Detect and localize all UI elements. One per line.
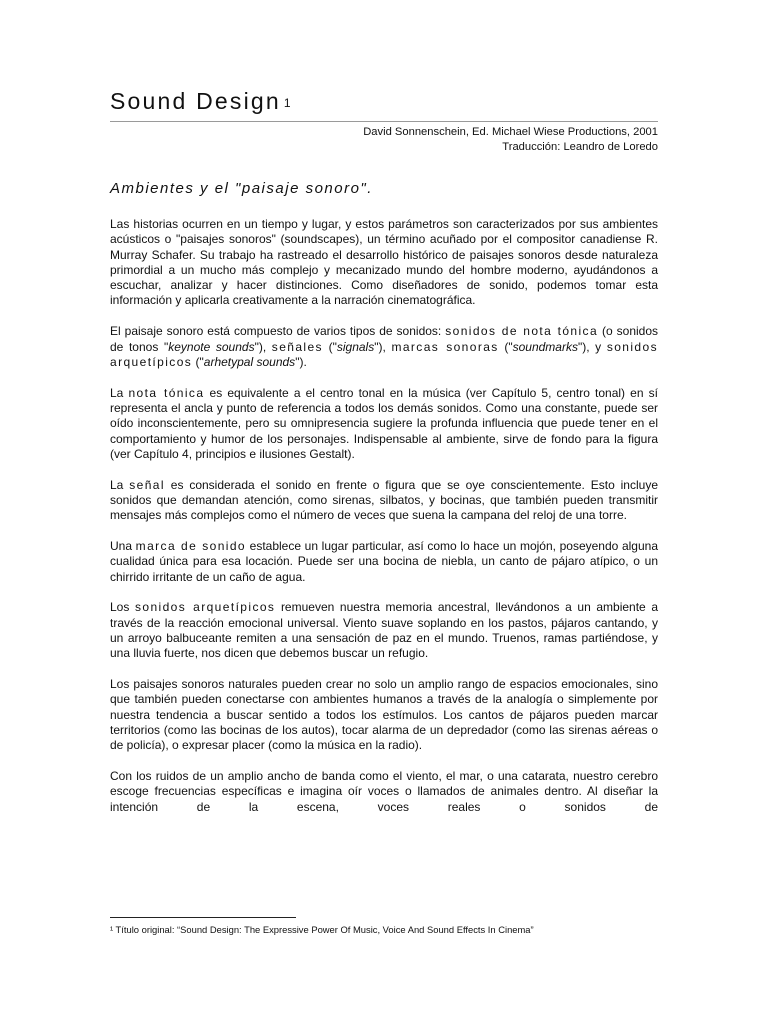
term-archetypal-inline: sonidos arquetípicos — [134, 600, 276, 615]
byline-author: David Sonnenschein, Ed. Michael Wiese Productions, 2001 — [363, 126, 658, 138]
byline — [300, 125, 658, 155]
footnote: ¹ Título original: “Sound Design: The Expressive Power Of Music, Voice And Sound Effects In Cinema” — [110, 924, 534, 935]
term-archetypal: sonidos arquetípicos — [110, 339, 658, 369]
text-run: es considerada el sonido en frente o figura que se oye conscientemente. Esto incluye sonidos que demandan atención, como sirenas, silbatos, y bocinas, que también pueden transmitir mensajes más complejos como el número de veces que suena la campana del reloj de una torre. — [110, 477, 658, 523]
paragraph-soundmark — [110, 539, 658, 585]
text-run: La — [110, 477, 130, 492]
text-run: (" — [192, 354, 204, 369]
text-run: "), — [374, 339, 392, 354]
paragraph-sound-types — [110, 324, 658, 370]
term-keynote: sonidos de nota tónica — [445, 324, 599, 339]
page-title — [110, 86, 291, 116]
text-run: "), — [254, 339, 272, 354]
paragraph-broadband-noise: Con los ruidos de un amplio ancho de banda como el viento, el mar, o una catarata, nuestro cerebro escoge frecuencias específicas e imagina oír voces o llamados de animales dentro. Al diseñar la intención de la escena, voces reales o sonidos de — [110, 769, 658, 814]
term-signal-inline: señal — [129, 477, 165, 492]
section-heading: Ambientes y el "paisaje sonoro". — [110, 180, 373, 197]
paragraph-archetypal — [110, 600, 658, 661]
text-run: (o sonidos de tonos " — [110, 324, 659, 354]
text-run: "). — [295, 354, 307, 369]
footnote-rule — [110, 917, 296, 918]
paragraph-soundscapes: Las historias ocurren en un tiempo y lugar, y estos parámetros son caracterizados por sus ambientes acústicos o "paisajes sonoros" (soundscapes), un término acuñado por el compositor canadiense R. Murray Schafer. Su trabajo ha rastreado el desarrollo histórico de paisajes sonoros desde naturaleza primordial a un mucho más complejo y mecanizado mundo del hombre moderno, ayudándonos a escuchar, analizar y hacer distinciones. Como diseñadores de sonido, podemos tomar esta información y aplicarla creativamente a la narración cinematográfica. — [110, 217, 658, 308]
term-soundmarks: marcas sonoras — [391, 339, 499, 354]
text-run: es equivalente a el centro tonal en la música (ver Capítulo 5, centro tonal) en sí representa el ancla y punto de referencia a todos los demás sonidos. Como una constante, puede ser oído inconscientemente, pero su omnipresencia sugiere la profunda influencia que puede tener en el comportamiento y humor de los personajes. Indispensable al ambiente, sirve de fondo para la figura (ver Capítulo 4, principios e ilusiones Gestalt). — [110, 385, 658, 461]
text-run: establece un lugar particular, así como lo hace un mojón, poseyendo alguna cualidad única para esa locación. Puede ser una bocina de niebla, un canto de pájaro atípico, o un chirrido irritante de un caño de agua. — [110, 539, 659, 584]
text-run: "), y — [577, 339, 607, 354]
title-footnote-marker: 1 — [283, 96, 291, 110]
paragraph-keynote — [110, 386, 658, 462]
paragraph-natural-soundscapes: Los paisajes sonoros naturales pueden crear no solo un amplio rango de espacios emocionales, sino que también pueden conectarse con ambientes humanos a través de la analogía o simplemente por nuestra tendencia a buscar sentido a todos los estímulos. Los cantos de pájaros pueden marcar territorios (como las bocinas de los autos), tocar alarma de un depredador (como las sirenas aéreas o de policía), o expresar placer (como la música en la radio). — [110, 677, 658, 753]
term-keynote-english: keynote sounds — [168, 339, 255, 354]
paragraph-signal — [110, 478, 658, 524]
term-signals: señales — [271, 339, 323, 354]
text-run: remueven nuestra memoria ancestral, llevándonos a un ambiente a través de la reacción emocional universal. Viento suave soplando en los pastos, pájaros cantando, y un arroyo balbuceante remiten a una sensación de paz en el mundo. Truenos, ramas partiéndose, y una lluvia fuerte, nos dicen que debemos buscar un refugio. — [110, 600, 659, 661]
term-soundmarks-english: soundmarks — [512, 339, 578, 354]
term-soundmark-inline: marca de sonido — [135, 539, 247, 554]
text-run: (" — [322, 339, 337, 354]
body-text — [110, 217, 658, 831]
byline-translation: Traducción: Leandro de Loredo — [502, 141, 658, 153]
text-run: El paisaje sonoro está compuesto de varios tipos de sonidos: — [110, 324, 446, 339]
text-run: La — [110, 385, 129, 400]
text-run: (" — [498, 339, 513, 354]
text-run: Los — [110, 600, 135, 615]
title-rule — [110, 121, 658, 122]
term-signals-english: signals — [336, 339, 375, 354]
text-run: Una — [110, 539, 136, 554]
title-text: Sound Design — [110, 88, 281, 114]
term-keynote-inline: nota tónica — [128, 385, 205, 400]
term-archetypal-english: arhetypal sounds — [203, 354, 296, 369]
